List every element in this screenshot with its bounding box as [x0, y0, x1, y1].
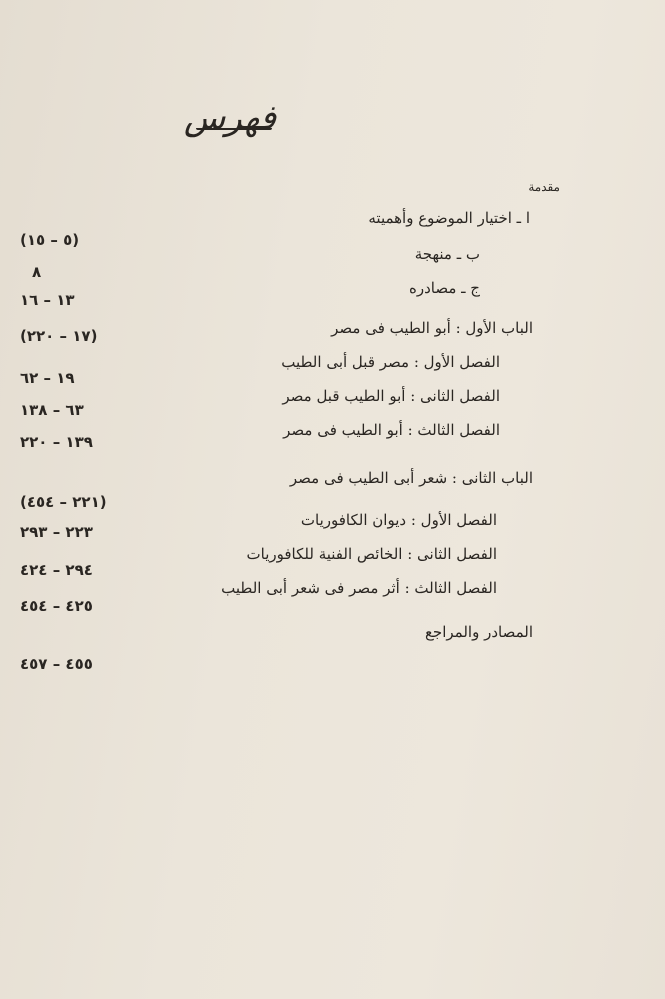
- intro-heading: مقدمة: [528, 180, 560, 194]
- toc-pages-3: ١٣ – ١٦: [20, 291, 75, 309]
- toc-pages-4: (١٧ – ٢٢٠): [20, 327, 98, 345]
- toc-pages-6: ٦٣ – ١٣٨: [20, 401, 84, 419]
- toc-pages-1: (٥ – ١٥): [20, 231, 80, 249]
- toc-pages-10: ٢٩٤ – ٤٢٤: [20, 561, 93, 579]
- toc-entry-6: الفصل الثانى : أبو الطيب قبل مصر: [282, 387, 500, 405]
- toc-entry-1: ا ـ اختيار الموضوع وأهميته: [368, 209, 530, 227]
- toc-entry-9: الفصل الأول : ديوان الكافوريات: [300, 511, 497, 529]
- toc-pages-5: ١٩ – ٦٢: [20, 369, 75, 387]
- toc-entry-3: ج ـ مصادره: [408, 279, 480, 297]
- toc-entry-7: الفصل الثالث : أبو الطيب فى مصر: [283, 421, 500, 439]
- toc-pages-11: ٤٢٥ – ٤٥٤: [20, 597, 93, 615]
- toc-pages-12: ٤٥٥ – ٤٥٧: [20, 655, 93, 673]
- toc-entry-8: الباب الثانى : شعر أبى الطيب فى مصر: [289, 469, 533, 487]
- toc-entry-10: الفصل الثانى : الخائص الفنية للكافوريات: [246, 545, 497, 563]
- page-title: فهرس: [183, 98, 277, 138]
- toc-pages-9: ٢٢٣ – ٢٩٣: [20, 523, 93, 541]
- toc-pages-8: (٢٢١ – ٤٥٤): [20, 493, 107, 511]
- toc-entry-11: الفصل الثالث : أثر مصر فى شعر أبى الطيب: [221, 579, 497, 597]
- title-underline: [196, 128, 272, 130]
- toc-pages-2: ٨: [32, 263, 42, 281]
- toc-pages-7: ١٣٩ – ٢٢٠: [20, 433, 93, 451]
- toc-entry-4: الباب الأول : أبو الطيب فى مصر: [331, 319, 533, 337]
- toc-entry-2: ب ـ منهجة: [414, 245, 480, 263]
- toc-entry-12: المصادر والمراجع: [424, 623, 533, 641]
- toc-entry-5: الفصل الأول : مصر قبل أبى الطيب: [281, 353, 500, 371]
